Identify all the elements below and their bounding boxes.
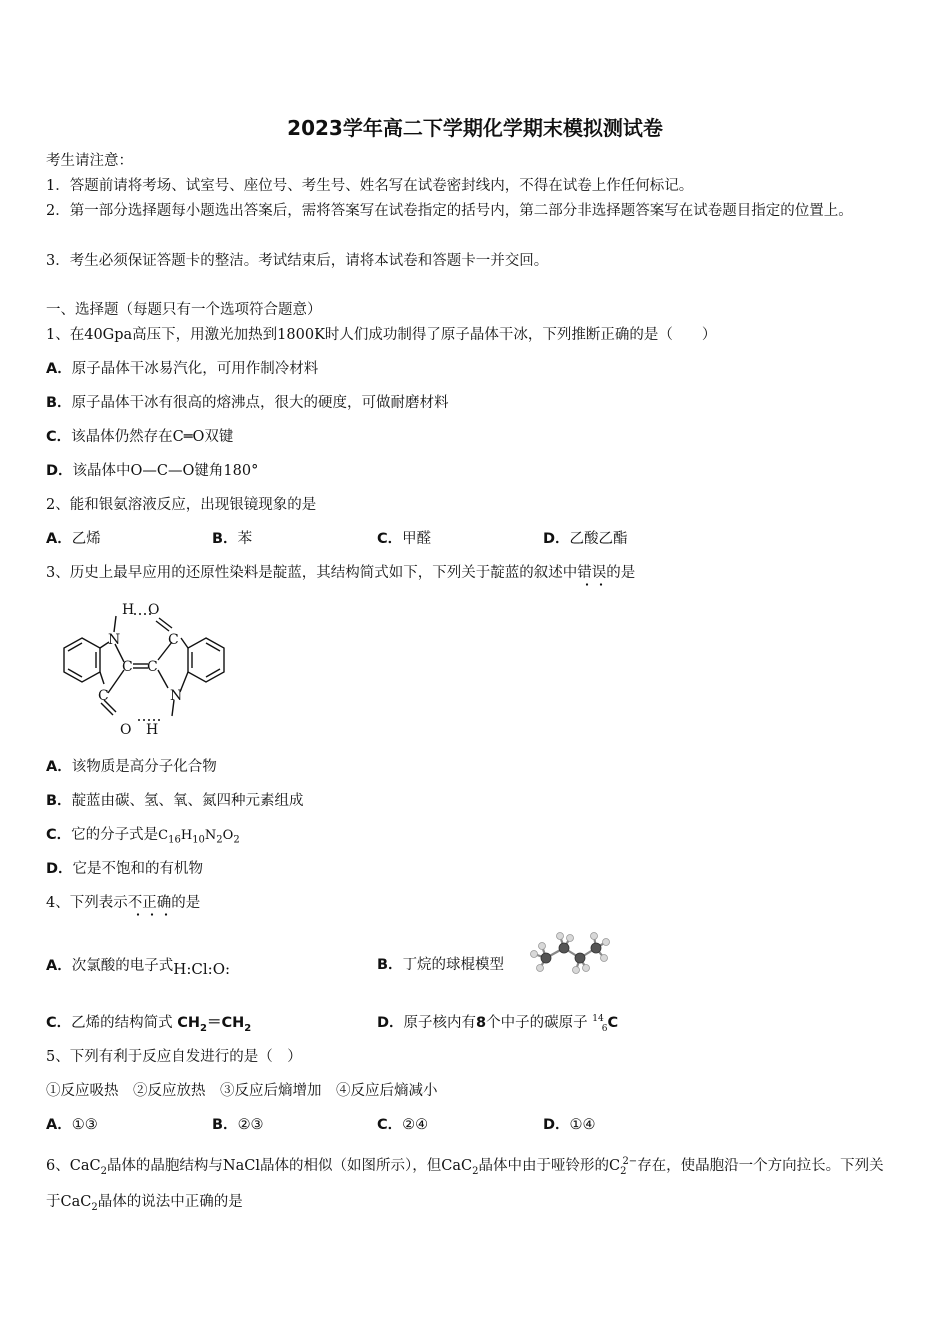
atom-n: N [170, 688, 183, 704]
q3-option-b[interactable] [46, 791, 304, 811]
q3-option-d[interactable] [46, 859, 203, 879]
atom-c: C [122, 659, 133, 675]
nuclide-symbol: $^{14}_6$C [592, 1014, 619, 1034]
emphasis-text: 不正确 [127, 895, 172, 911]
option-label: B． [46, 395, 72, 411]
option-label: D． [543, 1117, 570, 1133]
option-text: 原子核内有 [403, 1015, 477, 1031]
option-label: B． [212, 1117, 238, 1133]
q3-option-a[interactable] [46, 757, 217, 777]
atom-h: H [122, 602, 135, 618]
q5-choices: ①反应吸热 ②反应放热 ③反应后熵增加 ④反应后熵减小 [46, 1083, 438, 1099]
electron-formula: H:Cl:O: [173, 960, 231, 978]
notice-item-3: 3．考生必须保证答题卡的整洁。考试结束后，请将本试卷和答题卡一并交回。 [46, 253, 549, 269]
section-heading: 一、选择题（每题只有一个选项符合题意） [46, 302, 322, 318]
question-5-stem: 5、下列有利于反应自发进行的是（ ） [46, 1049, 302, 1065]
q4-option-c[interactable] [46, 1013, 251, 1033]
atom-c: C [168, 632, 179, 648]
option-text: 它是不饱和的有机物 [72, 861, 204, 877]
option-label: C． [46, 1015, 72, 1031]
option-text: ②④ [402, 1117, 429, 1133]
question-3-stem [46, 563, 635, 583]
q1-option-b[interactable] [46, 393, 449, 413]
option-label: D． [543, 531, 570, 547]
molecular-formula: $C_{16}H_{10}N_2O_2$ [158, 828, 240, 846]
option-text: 原子晶体干冰易汽化，可用作制冷材料 [71, 361, 319, 377]
q1-option-d[interactable] [46, 461, 258, 481]
option-text: ②③ [237, 1117, 264, 1133]
option-label: A． [46, 759, 72, 775]
option-label: D． [46, 463, 73, 479]
stem-text: 的是 [171, 895, 201, 911]
q5-option-c[interactable] [377, 1115, 428, 1135]
page-title: 2023学年高二下学期化学期末模拟测试卷 [287, 116, 663, 140]
notice-item-1: 1．答题前请将考场、试室号、座位号、考生号、姓名写在试卷密封线内，不得在试卷上作任何标记。 [46, 178, 694, 194]
q4-option-d[interactable] [377, 1013, 618, 1033]
question-1-stem: 1、在40Gpa高压下，用激光加热到1800K时人们成功制得了原子晶体干冰，下列推断正确的是（ ） [46, 327, 717, 343]
q1-option-a[interactable] [46, 359, 318, 379]
option-label: A． [46, 1117, 72, 1133]
option-label: C． [46, 827, 72, 843]
option-text: 甲醛 [402, 531, 432, 547]
option-label: D． [46, 861, 73, 877]
option-text: 次氯酸的电子式 [71, 958, 174, 974]
option-text: 个中子的碳原子 [486, 1015, 593, 1031]
butane-ball-stick-model [524, 930, 614, 980]
stem-text: 3、历史上最早应用的还原性染料是靛蓝，其结构简式如下，下列关于靛蓝的叙述中 [46, 565, 578, 581]
left-benzene-ring [64, 638, 100, 682]
q2-option-c[interactable] [377, 529, 431, 549]
stem-text: 4、下列表示 [46, 895, 128, 911]
option-label: A． [46, 531, 72, 547]
option-text: 苯 [237, 531, 253, 547]
option-label: C． [46, 429, 72, 445]
option-label: B． [377, 957, 403, 973]
q5-option-a[interactable] [46, 1115, 98, 1135]
q5-option-b[interactable] [212, 1115, 264, 1135]
atom-o: O [120, 722, 132, 738]
q2-option-b[interactable] [212, 529, 252, 549]
structural-formula: $CH_2=CH_2$ [177, 1015, 252, 1034]
option-text: ①④ [569, 1117, 596, 1133]
q4-option-b[interactable] [377, 955, 504, 975]
option-text: 靛蓝由碳、氢、氧、氮四种元素组成 [71, 793, 304, 809]
option-text: 乙烯的结构简式 [71, 1015, 178, 1031]
option-text: 丁烷的球棍模型 [402, 957, 505, 973]
option-text: ①③ [71, 1117, 98, 1133]
q2-option-d[interactable] [543, 529, 628, 549]
q1-option-c[interactable] [46, 427, 233, 447]
option-number: 8 [476, 1015, 487, 1031]
question-6-stem: 6、CaC$_2$晶体的晶胞结构与NaCl晶体的相似（如图所示），但CaC$_2$晶体中由于哑铃形的$C_2^{2-}$存在，使晶胞沿一个方向拉长。下列关于CaC$_2$晶体的说法中正确的是 [46, 1156, 884, 1213]
atom-h: H [146, 722, 159, 738]
option-text: 乙酸乙酯 [569, 531, 628, 547]
option-text: 它的分子式是 [71, 827, 159, 843]
option-label: C． [377, 531, 403, 547]
option-label: B． [46, 793, 72, 809]
notice-heading: 考生请注意： [46, 153, 133, 169]
option-text: 该晶体仍然存在C═O双键 [71, 429, 234, 445]
atom-o: O [148, 602, 160, 618]
right-benzene-ring [188, 638, 224, 682]
atom-n: N [108, 632, 121, 648]
question-2-stem: 2、能和银氨溶液反应，出现银镜现象的是 [46, 497, 317, 513]
notice-item-2: 2．第一部分选择题每小题选出答案后，需将答案写在试卷指定的括号内，第二部分非选择题答案写在试卷题目指定的位置上。 [46, 203, 853, 219]
emphasis-text: 错误 [577, 565, 607, 581]
option-label: A． [46, 361, 72, 377]
option-label: A． [46, 958, 72, 974]
option-label: B． [212, 531, 238, 547]
q2-option-a[interactable] [46, 529, 101, 549]
indigo-structure-diagram [44, 596, 244, 742]
atom-c: C [147, 659, 158, 675]
option-text: 该晶体中O—C—O键角180° [72, 463, 259, 479]
option-text: 原子晶体干冰有很高的熔沸点，很大的硬度，可做耐磨材料 [71, 395, 449, 411]
question-4-stem [46, 893, 200, 913]
option-text: 乙烯 [71, 531, 101, 547]
option-label: C． [377, 1117, 403, 1133]
atom-c: C [98, 688, 109, 704]
option-text: 该物质是高分子化合物 [71, 759, 217, 775]
stem-text: 的是 [606, 565, 636, 581]
q3-option-c[interactable] [46, 825, 240, 846]
q5-option-d[interactable] [543, 1115, 596, 1135]
q4-option-a[interactable] [46, 955, 230, 976]
option-label: D． [377, 1015, 404, 1031]
